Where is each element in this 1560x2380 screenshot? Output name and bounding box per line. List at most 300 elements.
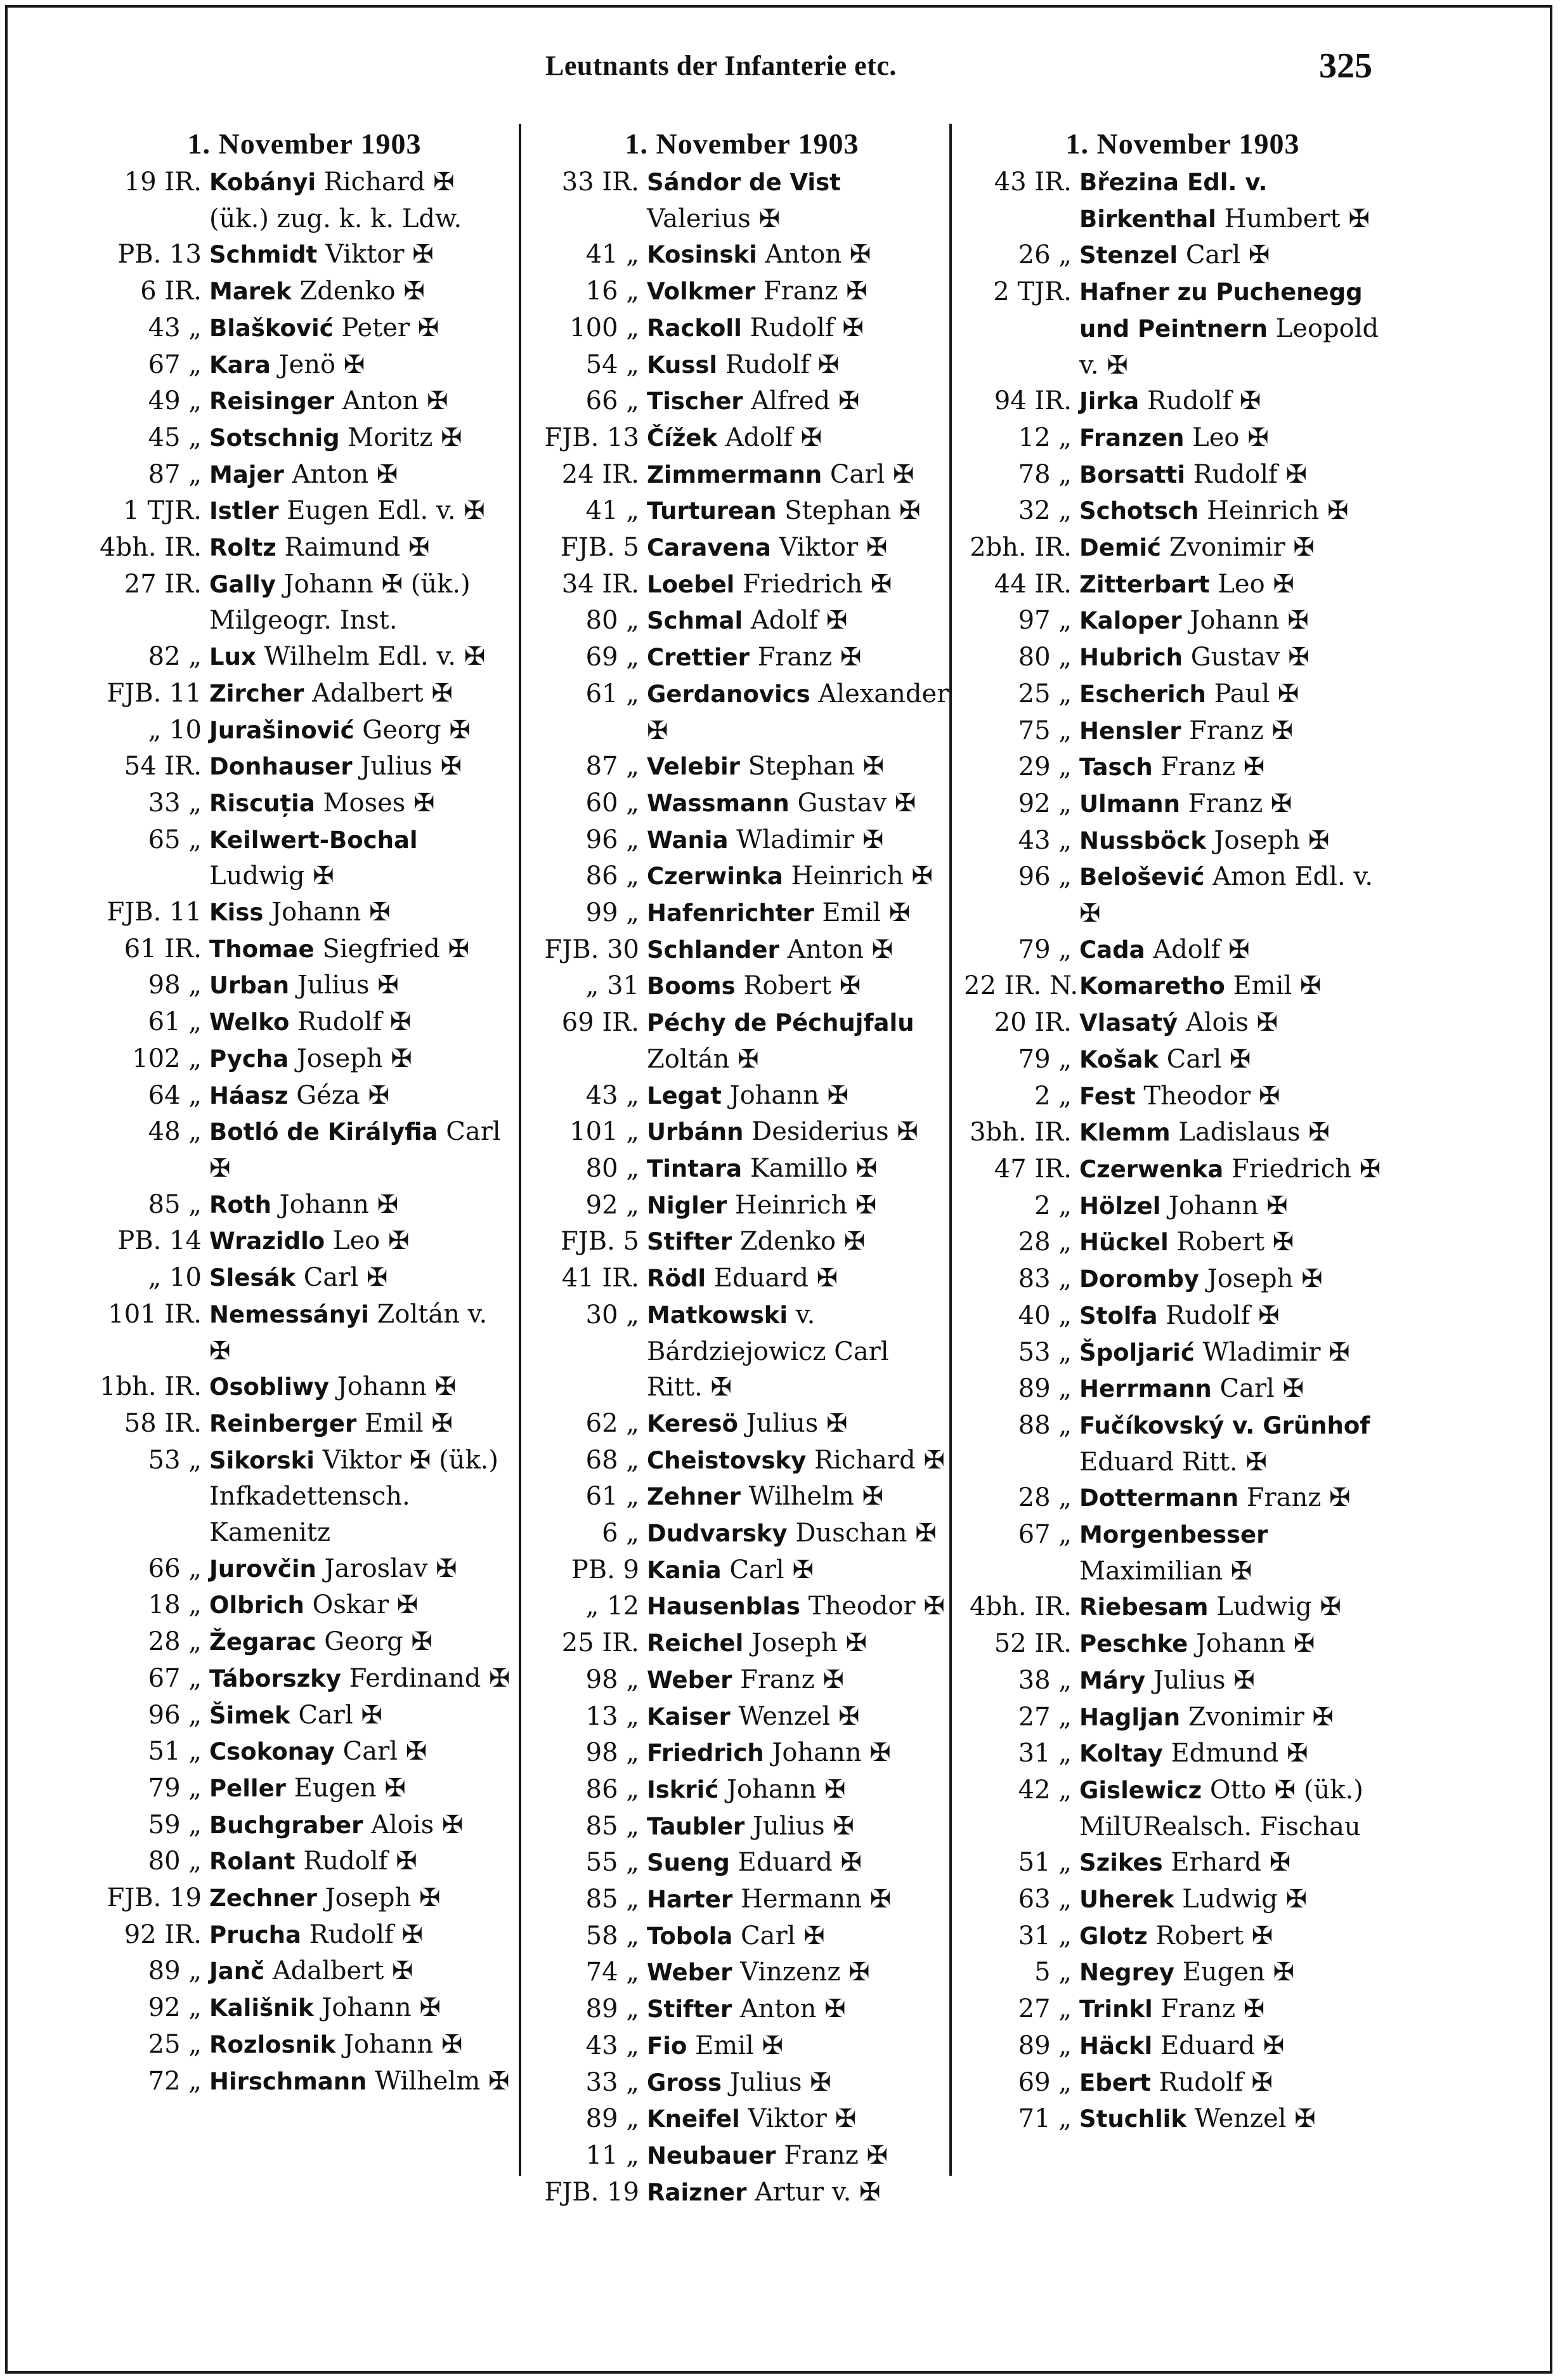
surname: Taubler bbox=[647, 1812, 745, 1840]
unit-reference: 13 „ bbox=[585, 1701, 639, 1731]
unit-reference: 2 „ bbox=[1034, 1191, 1072, 1220]
unit-reference: 26 „ bbox=[1018, 240, 1072, 270]
list-item bbox=[533, 420, 951, 457]
list-item bbox=[533, 1078, 951, 1115]
list-item bbox=[95, 1734, 514, 1770]
unit-reference: FJB. 19 bbox=[544, 2177, 639, 2207]
given-name-and-notes: Zvonimir ✠ bbox=[1169, 533, 1315, 563]
given-name-and-notes: Anton ✠ bbox=[765, 240, 871, 270]
given-name-and-notes: Richard ✠ bbox=[814, 1445, 945, 1475]
given-name-and-notes: Franz ✠ bbox=[784, 2140, 888, 2170]
unit-reference: 80 „ bbox=[148, 1847, 202, 1876]
list-item bbox=[95, 1661, 514, 1697]
unit-reference: 47 IR. bbox=[994, 1154, 1072, 1184]
officer-entry bbox=[209, 1187, 514, 1224]
given-name-and-notes: Johann ✠ bbox=[271, 898, 391, 927]
officer-entry bbox=[647, 2174, 951, 2211]
unit-reference: 4bh. IR. bbox=[970, 1592, 1072, 1622]
officer-entry bbox=[647, 310, 951, 347]
list-item bbox=[95, 1697, 514, 1734]
list-item bbox=[533, 785, 951, 822]
surname: Stenzel bbox=[1079, 242, 1178, 270]
surname: Riscuția bbox=[209, 789, 315, 817]
surname: Kališnik bbox=[209, 1994, 314, 2022]
unit-reference: 19 IR. bbox=[124, 167, 202, 197]
unit-reference: 25 IR. bbox=[561, 1628, 639, 1658]
list-item bbox=[964, 1772, 1401, 1845]
given-name-and-notes: Carl ✠ bbox=[209, 1117, 501, 1183]
surname: Herrmann bbox=[1079, 1375, 1212, 1403]
list-item bbox=[964, 1845, 1401, 1881]
officer-entry bbox=[209, 2027, 514, 2063]
officer-entry bbox=[1079, 457, 1401, 494]
unit-reference: 2 „ bbox=[1034, 1081, 1072, 1111]
surname: Zehner bbox=[647, 1483, 741, 1511]
officer-entry bbox=[1079, 1261, 1401, 1298]
given-name-and-notes: Jaroslav ✠ bbox=[324, 1553, 457, 1583]
list-item bbox=[964, 932, 1401, 969]
unit-reference: 92 „ bbox=[148, 1993, 202, 2023]
surname: Weber bbox=[647, 1959, 732, 1987]
given-name-and-notes: Friedrich ✠ bbox=[1231, 1154, 1381, 1184]
unit-reference: 43 IR. bbox=[994, 167, 1072, 197]
surname: Urbánn bbox=[647, 1118, 744, 1146]
surname: Šimek bbox=[209, 1701, 290, 1729]
given-name-and-notes: Johann ✠ (ük.) Milgeogr. Inst. bbox=[209, 569, 471, 636]
officer-entry bbox=[209, 1223, 514, 1260]
officer-entry bbox=[647, 1918, 951, 1955]
given-name-and-notes: Emil ✠ bbox=[364, 1408, 453, 1438]
given-name-and-notes: Julius ✠ bbox=[297, 971, 399, 1000]
column-heading: 1. November 1903 bbox=[625, 128, 859, 160]
list-item bbox=[95, 420, 514, 457]
unit-reference: 28 „ bbox=[1018, 1227, 1072, 1257]
given-name-and-notes: Kamillo ✠ bbox=[750, 1153, 878, 1183]
officer-entry bbox=[647, 1114, 951, 1151]
given-name-and-notes: Franz ✠ bbox=[740, 1664, 844, 1694]
given-name-and-notes: Georg ✠ bbox=[362, 715, 471, 745]
given-name-and-notes: Vinzenz ✠ bbox=[740, 1958, 870, 1987]
officer-entry bbox=[647, 1479, 951, 1515]
officer-entry bbox=[647, 932, 951, 969]
officer-entry bbox=[647, 2028, 951, 2065]
unit-reference: 53 „ bbox=[148, 1445, 202, 1475]
given-name-and-notes: Johann ✠ bbox=[343, 2029, 463, 2059]
unit-reference: 69 „ bbox=[1018, 2067, 1072, 2097]
officer-entry bbox=[209, 1770, 514, 1807]
given-name-and-notes: Theodor ✠ bbox=[1143, 1081, 1280, 1111]
officer-entry bbox=[647, 1297, 951, 1406]
officer-entry bbox=[209, 1041, 514, 1078]
page-number: 325 bbox=[1319, 46, 1372, 86]
given-name-and-notes: Eugen ✠ bbox=[294, 1773, 406, 1803]
given-name-and-notes: Adalbert ✠ bbox=[312, 678, 453, 708]
officer-entry bbox=[1079, 1881, 1401, 1918]
unit-reference: 6 „ bbox=[602, 1519, 639, 1548]
unit-reference: 75 „ bbox=[1018, 716, 1072, 745]
given-name-and-notes: Carl ✠ bbox=[729, 1555, 814, 1585]
given-name-and-notes: Wilhelm Edl. v. ✠ bbox=[264, 642, 486, 672]
list-item bbox=[95, 457, 514, 494]
unit-reference: FJB. 11 bbox=[107, 898, 202, 927]
officer-entry bbox=[647, 566, 951, 603]
surname: Kosinski bbox=[647, 241, 757, 269]
given-name-and-notes: Carl ✠ bbox=[741, 1921, 825, 1951]
surname: Wania bbox=[647, 826, 729, 854]
given-name-and-notes: Eduard Ritt. ✠ bbox=[1079, 1447, 1267, 1477]
surname: Rozlosnik bbox=[209, 2030, 336, 2058]
given-name-and-notes: Leo ✠ bbox=[332, 1226, 410, 1256]
unit-reference: 96 „ bbox=[148, 1700, 202, 1730]
entry-list bbox=[95, 164, 514, 2100]
list-item bbox=[533, 1662, 951, 1699]
list-item bbox=[533, 2028, 951, 2065]
given-name-and-notes: Emil ✠ bbox=[1233, 971, 1322, 1001]
officer-entry bbox=[1079, 1042, 1401, 1078]
list-item bbox=[533, 347, 951, 384]
list-item bbox=[964, 1663, 1401, 1699]
surname: Friedrich bbox=[647, 1739, 764, 1767]
officer-entry bbox=[209, 1990, 514, 2027]
officer-entry bbox=[647, 603, 951, 639]
unit-reference: 1bh. IR. bbox=[100, 1372, 202, 1402]
given-name-and-notes: Hermann ✠ bbox=[740, 1885, 892, 1914]
unit-reference: 33 „ bbox=[585, 2067, 639, 2097]
unit-reference: PB. 14 bbox=[117, 1226, 202, 1256]
surname: Borsatti bbox=[1079, 461, 1185, 488]
officer-entry bbox=[1079, 274, 1401, 383]
officer-entry bbox=[209, 1807, 514, 1844]
list-item bbox=[964, 1480, 1401, 1517]
surname: Nigler bbox=[647, 1191, 727, 1219]
officer-entry bbox=[209, 566, 514, 639]
officer-entry bbox=[647, 1662, 951, 1699]
list-item bbox=[95, 894, 514, 931]
list-item bbox=[533, 749, 951, 785]
list-item bbox=[533, 1479, 951, 1515]
given-name-and-notes: Rudolf ✠ bbox=[725, 350, 840, 379]
given-name-and-notes: Zdenko ✠ bbox=[739, 1227, 866, 1257]
given-name-and-notes: Heinrich ✠ bbox=[791, 861, 933, 891]
unit-reference: 31 „ bbox=[1018, 1921, 1072, 1951]
surname: Prucha bbox=[209, 1921, 301, 1949]
list-item bbox=[533, 164, 951, 237]
given-name-and-notes: Rudolf ✠ bbox=[297, 1007, 412, 1037]
unit-reference: 79 „ bbox=[148, 1773, 202, 1803]
surname: Hafenrichter bbox=[647, 899, 814, 927]
unit-reference: 92 „ bbox=[1018, 788, 1072, 818]
given-name-and-notes: Richard ✠ (ük.) zug. k. k. Ldw. bbox=[209, 167, 462, 233]
surname: Crettier bbox=[647, 644, 750, 672]
list-item bbox=[964, 493, 1401, 530]
given-name-and-notes: Robert ✠ bbox=[1176, 1227, 1294, 1257]
list-item bbox=[964, 713, 1401, 750]
surname: Kobányi bbox=[209, 169, 316, 196]
officer-entry bbox=[1079, 1918, 1401, 1955]
list-item bbox=[95, 1917, 514, 1954]
officer-entry bbox=[1079, 1517, 1401, 1589]
surname: Velebir bbox=[647, 753, 740, 781]
list-item bbox=[533, 1151, 951, 1187]
given-name-and-notes: Adolf ✠ bbox=[750, 606, 848, 636]
surname: Kneifel bbox=[647, 2105, 740, 2133]
unit-reference: 82 „ bbox=[148, 642, 202, 672]
list-item bbox=[964, 1626, 1401, 1663]
officer-entry bbox=[647, 457, 951, 494]
given-name-and-notes: Franz ✠ bbox=[1160, 1994, 1265, 2024]
unit-reference: 96 „ bbox=[1018, 862, 1072, 892]
officer-entry bbox=[1079, 1663, 1401, 1699]
given-name-and-notes: Rudolf ✠ bbox=[1166, 1300, 1280, 1330]
officer-entry bbox=[1079, 823, 1401, 860]
surname: Trinkl bbox=[1079, 1996, 1153, 2024]
unit-reference: 43 „ bbox=[1018, 825, 1072, 855]
officer-entry bbox=[647, 639, 951, 676]
column-heading: 1. November 1903 bbox=[1065, 128, 1300, 160]
surname: Reisinger bbox=[209, 388, 335, 415]
unit-reference: 24 IR. bbox=[561, 459, 639, 489]
officer-entry bbox=[647, 237, 951, 273]
given-name-and-notes: Carl ✠ bbox=[1166, 1044, 1251, 1074]
given-name-and-notes: Rudolf ✠ bbox=[1159, 2067, 1273, 2097]
officer-entry bbox=[647, 968, 951, 1005]
unit-reference: 38 „ bbox=[1018, 1665, 1072, 1695]
surname: Háasz bbox=[209, 1082, 289, 1109]
given-name-and-notes: Anton ✠ bbox=[342, 386, 448, 416]
surname: Turturean bbox=[647, 497, 777, 525]
given-name-and-notes: Zdenko ✠ bbox=[299, 277, 425, 306]
officer-entry bbox=[1079, 1626, 1401, 1663]
list-item bbox=[95, 1880, 514, 1917]
list-item bbox=[964, 1042, 1401, 1078]
officer-entry bbox=[647, 785, 951, 822]
list-item bbox=[964, 1371, 1401, 1408]
officer-entry bbox=[647, 749, 951, 785]
list-item bbox=[533, 1224, 951, 1260]
given-name-and-notes: Joseph ✠ bbox=[1207, 1264, 1323, 1294]
unit-reference: 61 IR. bbox=[124, 934, 202, 964]
given-name-and-notes: Duschan ✠ bbox=[795, 1519, 937, 1548]
list-item bbox=[533, 1845, 951, 1881]
list-item bbox=[533, 1954, 951, 1991]
list-item bbox=[533, 1991, 951, 2028]
list-item bbox=[95, 822, 514, 894]
list-item bbox=[964, 1005, 1401, 1042]
officer-entry bbox=[209, 1697, 514, 1734]
surname: Häckl bbox=[1079, 2032, 1153, 2060]
given-name-and-notes: Carl ✠ bbox=[303, 1263, 388, 1293]
surname: Roth bbox=[209, 1191, 271, 1219]
unit-reference: FJB. 13 bbox=[544, 422, 639, 452]
given-name-and-notes: Friedrich ✠ bbox=[743, 569, 892, 599]
unit-reference: 80 „ bbox=[1018, 643, 1072, 672]
surname: Raizner bbox=[647, 2178, 747, 2206]
surname: Harter bbox=[647, 1886, 733, 1914]
given-name-and-notes: Zoltán ✠ bbox=[647, 1044, 759, 1074]
surname: Schotsch bbox=[1079, 497, 1199, 525]
given-name-and-notes: Franz ✠ bbox=[757, 643, 862, 672]
given-name-and-notes: Johann ✠ bbox=[279, 1189, 399, 1219]
surname: Olbrich bbox=[209, 1592, 304, 1619]
list-item bbox=[964, 2065, 1401, 2102]
list-item bbox=[95, 566, 514, 639]
list-item bbox=[95, 1990, 514, 2027]
list-item bbox=[95, 310, 514, 347]
officer-entry bbox=[1079, 566, 1401, 603]
list-item bbox=[533, 566, 951, 603]
given-name-and-notes: Wilhelm ✠ bbox=[375, 2066, 510, 2096]
officer-entry bbox=[647, 1151, 951, 1187]
officer-entry bbox=[209, 894, 514, 931]
officer-entry bbox=[1079, 1589, 1401, 1626]
given-name-and-notes: Raimund ✠ bbox=[284, 533, 430, 563]
surname: Wassmann bbox=[647, 789, 790, 817]
given-name-and-notes: Carl ✠ bbox=[298, 1700, 382, 1730]
officer-entry bbox=[1079, 237, 1401, 274]
list-item bbox=[533, 530, 951, 566]
list-item bbox=[964, 1954, 1401, 1991]
officer-entry bbox=[647, 1991, 951, 2028]
surname: Peller bbox=[209, 1774, 286, 1802]
given-name-and-notes: Zoltán v. ✠ bbox=[209, 1299, 488, 1366]
surname: Kussl bbox=[647, 351, 718, 379]
officer-entry bbox=[209, 310, 514, 347]
list-item bbox=[95, 639, 514, 676]
officer-entry bbox=[209, 1734, 514, 1770]
officer-entry bbox=[647, 1881, 951, 1918]
officer-entry bbox=[209, 749, 514, 785]
list-item bbox=[533, 1187, 951, 1224]
list-item bbox=[533, 457, 951, 494]
surname: Kania bbox=[647, 1556, 722, 1584]
officer-entry bbox=[1079, 1188, 1401, 1225]
list-item bbox=[533, 2065, 951, 2102]
column-1 bbox=[95, 124, 514, 2100]
officer-entry bbox=[209, 1004, 514, 1041]
surname: Legat bbox=[647, 1082, 722, 1109]
unit-reference: 99 „ bbox=[585, 898, 639, 928]
given-name-and-notes: Gustav ✠ bbox=[797, 788, 916, 818]
officer-entry bbox=[209, 1917, 514, 1954]
list-item bbox=[95, 1843, 514, 1880]
unit-reference: 41 „ bbox=[585, 240, 639, 270]
surname: Urban bbox=[209, 972, 290, 1000]
column-heading: 1. November 1903 bbox=[187, 128, 422, 160]
officer-entry bbox=[647, 493, 951, 530]
surname: Neubauer bbox=[647, 2141, 776, 2169]
list-item bbox=[533, 493, 951, 530]
given-name-and-notes: Eduard ✠ bbox=[713, 1264, 838, 1293]
list-item bbox=[95, 2063, 514, 2100]
unit-reference: 48 „ bbox=[148, 1117, 202, 1147]
surname: Zitterbart bbox=[1079, 570, 1210, 598]
surname: Březina Edl. v. Birkenthal bbox=[1079, 169, 1268, 233]
list-item bbox=[533, 822, 951, 859]
given-name-and-notes: Oskar ✠ bbox=[312, 1590, 419, 1620]
given-name-and-notes: Maximilian ✠ bbox=[1079, 1556, 1252, 1586]
unit-reference: 41 „ bbox=[585, 496, 639, 526]
officer-entry bbox=[209, 1078, 514, 1115]
given-name-and-notes: Peter ✠ bbox=[341, 313, 439, 343]
surname: Reinberger bbox=[209, 1409, 357, 1437]
list-item bbox=[95, 676, 514, 712]
unit-reference: 64 „ bbox=[148, 1080, 202, 1110]
officer-entry bbox=[647, 420, 951, 457]
surname: Hagljan bbox=[1079, 1703, 1181, 1731]
unit-reference: 1 TJR. bbox=[123, 496, 202, 526]
officer-entry bbox=[1079, 859, 1401, 931]
officer-entry bbox=[647, 1772, 951, 1808]
unit-reference: 27 IR. bbox=[124, 569, 202, 599]
surname: Tintara bbox=[647, 1154, 743, 1182]
list-item bbox=[964, 1078, 1401, 1115]
unit-reference: 18 „ bbox=[148, 1590, 202, 1620]
officer-entry bbox=[209, 1551, 514, 1588]
list-item bbox=[95, 1369, 514, 1406]
unit-reference: 3bh. IR. bbox=[970, 1118, 1072, 1148]
unit-reference: 53 „ bbox=[1018, 1337, 1072, 1367]
unit-reference: 69 „ bbox=[585, 643, 639, 672]
list-item bbox=[964, 1298, 1401, 1335]
unit-reference: 69 IR. bbox=[561, 1008, 639, 1038]
surname: Kaiser bbox=[647, 1703, 731, 1730]
list-item bbox=[533, 2101, 951, 2138]
given-name-and-notes: Johann ✠ bbox=[772, 1738, 891, 1768]
surname: Donhauser bbox=[209, 753, 353, 781]
surname: Uherek bbox=[1079, 1886, 1174, 1914]
unit-reference: PB. 9 bbox=[571, 1555, 639, 1585]
unit-reference: 25 „ bbox=[1018, 679, 1072, 709]
list-item bbox=[533, 1699, 951, 1736]
unit-reference: FJB. 11 bbox=[107, 678, 202, 708]
unit-reference: 80 „ bbox=[585, 1153, 639, 1183]
column-2 bbox=[533, 124, 951, 2211]
unit-reference: 86 „ bbox=[585, 861, 639, 891]
officer-entry bbox=[1079, 749, 1401, 786]
surname: Sotschnig bbox=[209, 424, 340, 452]
surname: Czerwenka bbox=[1079, 1155, 1224, 1183]
list-item bbox=[533, 1588, 951, 1625]
surname: Doromby bbox=[1079, 1265, 1199, 1293]
given-name-and-notes: Alois ✠ bbox=[1185, 1008, 1278, 1038]
surname: Nemessányi bbox=[209, 1300, 369, 1328]
given-name-and-notes: Ladislaus ✠ bbox=[1178, 1118, 1330, 1148]
surname: Buchgraber bbox=[209, 1811, 363, 1839]
unit-reference: 52 IR. bbox=[994, 1629, 1072, 1659]
given-name-and-notes: Heinrich ✠ bbox=[1207, 496, 1349, 526]
unit-reference: 89 „ bbox=[585, 1994, 639, 2024]
unit-reference: 6 IR. bbox=[140, 277, 202, 306]
surname: Tischer bbox=[647, 388, 743, 415]
list-item bbox=[964, 749, 1401, 786]
given-name-and-notes: Julius ✠ bbox=[729, 2067, 831, 2097]
surname: Košak bbox=[1079, 1045, 1159, 1073]
surname: Hückel bbox=[1079, 1229, 1169, 1257]
given-name-and-notes: Franz ✠ bbox=[1246, 1483, 1351, 1513]
surname: Kaloper bbox=[1079, 607, 1182, 635]
officer-entry bbox=[1079, 1115, 1401, 1151]
given-name-and-notes: Johann ✠ bbox=[729, 1080, 849, 1110]
list-item bbox=[964, 2101, 1401, 2138]
given-name-and-notes: Erhard ✠ bbox=[1171, 1848, 1291, 1878]
unit-reference: 43 „ bbox=[148, 313, 202, 343]
officer-entry bbox=[209, 1114, 514, 1186]
unit-reference: 87 „ bbox=[148, 459, 202, 489]
officer-entry bbox=[1079, 1699, 1401, 1736]
unit-reference: 96 „ bbox=[585, 825, 639, 854]
officer-entry bbox=[209, 530, 514, 566]
officer-entry bbox=[209, 639, 514, 676]
